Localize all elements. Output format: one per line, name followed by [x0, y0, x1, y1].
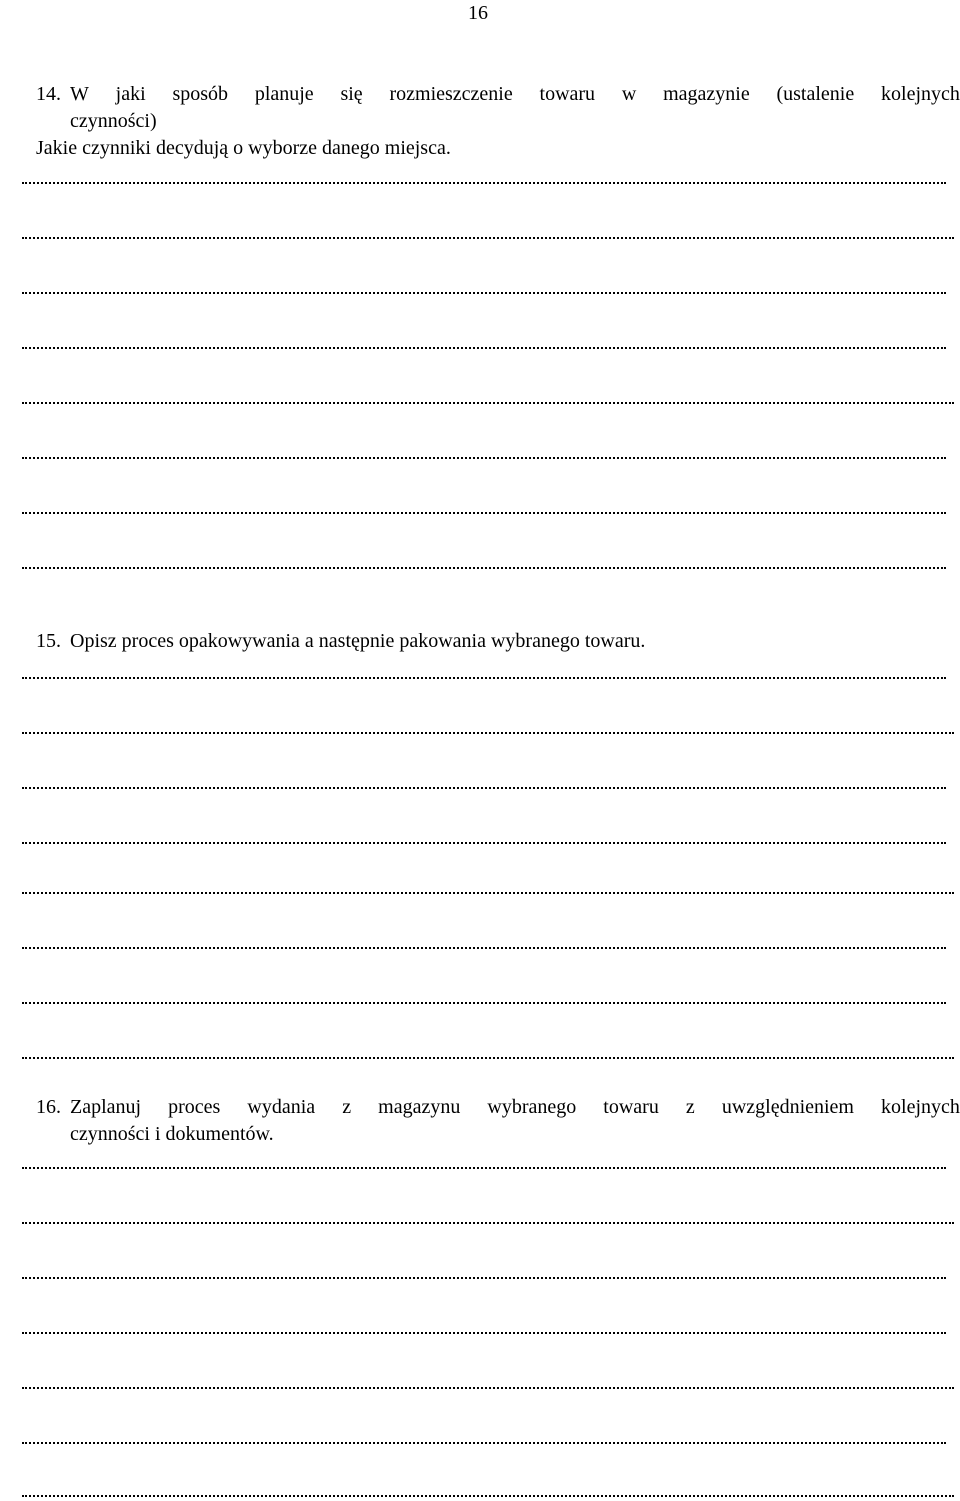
- word: wydania: [247, 1096, 316, 1118]
- word: z: [342, 1096, 352, 1118]
- word: kolejnych: [881, 83, 960, 105]
- word: uwzględnieniem: [721, 1096, 854, 1118]
- answer-line[interactable]: [0, 946, 960, 950]
- question-15-line-1: [36, 628, 960, 655]
- word: kolejnych: [881, 1096, 960, 1118]
- answer-line[interactable]: [0, 456, 960, 460]
- question-14-line-2: czynności): [70, 110, 157, 132]
- answer-line[interactable]: [0, 676, 960, 680]
- page-number: 16: [468, 2, 488, 24]
- answer-line[interactable]: [0, 1056, 960, 1060]
- word: w: [621, 83, 637, 105]
- answer-line[interactable]: [0, 841, 960, 845]
- answer-line[interactable]: [0, 1331, 960, 1335]
- answer-line[interactable]: [0, 1001, 960, 1005]
- question-15-number: 15.: [36, 630, 61, 652]
- answer-line[interactable]: [0, 1221, 960, 1225]
- question-16-line-1-words: [70, 1094, 960, 1121]
- question-14-line-1: [36, 81, 960, 108]
- word: z: [685, 1096, 695, 1118]
- word: wybranego: [487, 1096, 577, 1118]
- answer-line[interactable]: [0, 891, 960, 895]
- word: towaru: [539, 83, 596, 105]
- answer-line[interactable]: [0, 566, 960, 570]
- answer-line[interactable]: [0, 731, 960, 735]
- answer-line[interactable]: [0, 181, 960, 185]
- answer-line[interactable]: [0, 1441, 960, 1445]
- question-16-number: 16.: [36, 1096, 61, 1118]
- answer-line[interactable]: [0, 1494, 960, 1498]
- word: się: [340, 83, 363, 105]
- answer-line[interactable]: [0, 291, 960, 295]
- question-14-line-1-words: [70, 81, 960, 108]
- answer-line[interactable]: [0, 511, 960, 515]
- question-16-line-2: czynności i dokumentów.: [70, 1123, 274, 1145]
- question-14-number: 14.: [36, 83, 61, 105]
- word: Zaplanuj: [70, 1096, 142, 1118]
- word: planuje: [254, 83, 314, 105]
- word: magazynu: [378, 1096, 461, 1118]
- question-16: [36, 1094, 960, 1148]
- word: magazynie: [663, 83, 750, 105]
- word: proces: [168, 1096, 221, 1118]
- word: W: [70, 83, 89, 105]
- answer-line[interactable]: [0, 786, 960, 790]
- answer-line[interactable]: [0, 1276, 960, 1280]
- question-15-text: Opisz proces opakowywania a następnie pakowania wybranego towaru.: [70, 630, 646, 652]
- question-14-line-3: Jakie czynniki decydują o wyborze danego miejsca.: [36, 137, 451, 159]
- question-15: [36, 628, 960, 655]
- word: jaki: [115, 83, 146, 105]
- word: (ustalenie: [776, 83, 855, 105]
- question-16-line-1: [36, 1094, 960, 1121]
- answer-line[interactable]: [0, 1386, 960, 1390]
- word: sposób: [172, 83, 229, 105]
- answer-line[interactable]: [0, 1166, 960, 1170]
- answer-line[interactable]: [0, 401, 960, 405]
- question-14: [36, 81, 960, 162]
- answer-line[interactable]: [0, 346, 960, 350]
- word: towaru: [603, 1096, 659, 1118]
- answer-line[interactable]: [0, 236, 960, 240]
- word: rozmieszczenie: [389, 83, 513, 105]
